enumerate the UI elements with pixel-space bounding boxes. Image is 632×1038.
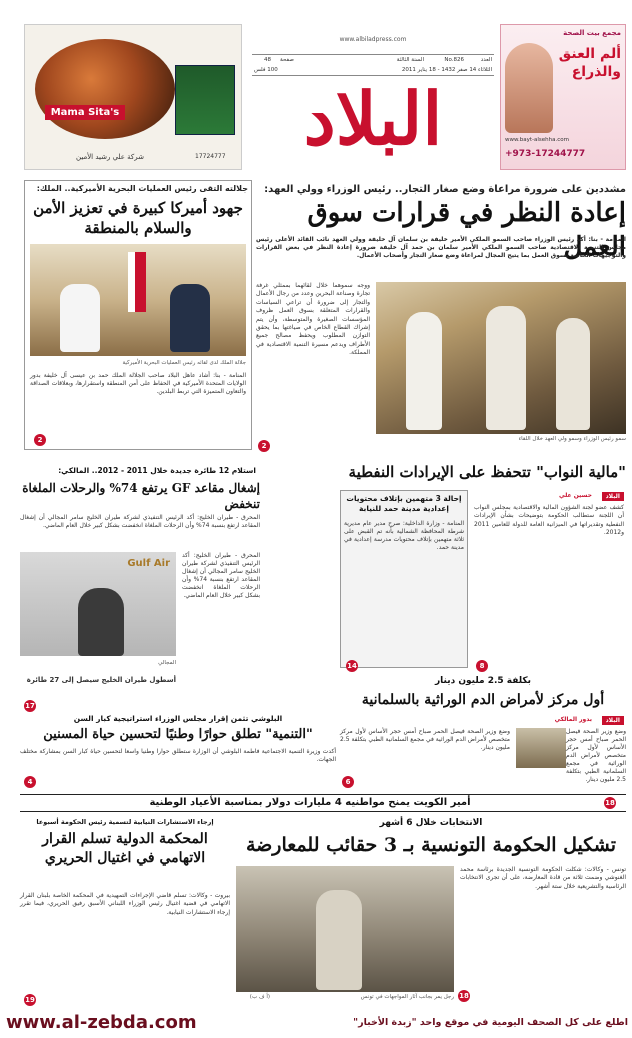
oil-story-badge: البلاد	[602, 492, 624, 501]
food-image	[35, 39, 175, 139]
watermark-site[interactable]: www.al-zebda.com	[6, 1012, 197, 1033]
tanmiya-body: أكدت وزيرة التنمية الاجتماعية فاطمة البلوشي أن الوزارة ستطلق حوارا وطنيا واسعا لتحسين حياة كبار السن بمشاركة مختلف الجهات.	[20, 748, 336, 763]
kuwait-banner-text[interactable]: أمير الكويت يمنح مواطنيه 4 مليارات دولار بمناسبة الأعياد الوطنية	[149, 797, 471, 808]
right-advertisement[interactable]	[500, 24, 626, 170]
gulf-air-headline[interactable]: إشغال مقاعد GF يرتفع 74% والرحلات الملغاة تنخفض	[22, 481, 260, 511]
masthead-info-strip	[252, 54, 494, 76]
tanmiya-kicker[interactable]: البلوشي تثمن إقرار مجلس الوزراء استراتيجية كبار السن	[73, 714, 283, 723]
schools-body: المنامة - وزارة الداخلية: صرح مدير عام مديرية شرطة المحافظة الشمالية بأنه تم القبض على ثلاثة متهمين بإتلاف محتويات مدرسة إعدادية في مدينة حمد.	[344, 520, 464, 551]
issue-number: No.826	[444, 57, 464, 63]
lead-story-photo	[376, 282, 626, 434]
gulf-air-page-ref[interactable]: 17	[25, 702, 35, 710]
schools-page-ref[interactable]: 14	[347, 662, 357, 670]
person-figure	[556, 318, 590, 430]
lead-photo-caption: سمو رئيس الوزراء وسمو ولي العهد خلال اللقاء	[518, 436, 626, 442]
left-ad-phone: 17724777	[195, 153, 226, 160]
blood-center-page-ref[interactable]: 6	[342, 776, 354, 788]
website-url[interactable]: www.albiladpress.com	[339, 36, 407, 43]
blood-center-kicker[interactable]: بكلفة 2.5 مليون دينار	[434, 676, 532, 686]
oil-story-byline: حسين علي	[559, 492, 592, 499]
tanmiya-page-ref[interactable]: 4	[24, 776, 36, 788]
person-figure	[78, 588, 124, 656]
lead-story-headline[interactable]: إعادة النظر في قرارات سوق العمل	[307, 198, 626, 262]
us-story-headline[interactable]: جهود أميركا كبيرة في تعزيز الأمن والسلام بالمنطقة	[33, 199, 243, 237]
us-story-page-ref[interactable]: 2	[34, 434, 46, 446]
schools-headline[interactable]: إحالة 3 متهمين بإتلاف محتويات إعدادية مدينة حمد للنيابة	[346, 494, 462, 513]
blood-center-badge: البلاد	[602, 716, 624, 725]
person-figure	[170, 284, 210, 352]
tunisia-body: تونس - وكالات: شكلت الحكومة التونسية الجديدة برئاسة محمد الغنوشي وضمت ثلاثة من قادة المعارضة، على أن تجرى الانتخابات الرئاسية والتشريعية خلال ستة أشهر.	[460, 866, 626, 890]
model-image	[505, 43, 553, 133]
hariri-kicker[interactable]: إرجاء الاستشارات النيابية لتسمية رئيس الحكومة أسبوعا	[36, 818, 214, 826]
blood-center-photo	[516, 728, 566, 768]
gulf-air-body-col: المحرق - طيران الخليج: أكد الرئيس التنفيذي لشركة طيران الخليج سامر المجالي أن إشغال المقاعد ارتفع بنسبة 74% وأن الرحلات الملغاة انخفضت بشكل كبير خلال العام الماضي.	[182, 552, 260, 599]
right-ad-title: ألم العنق والذراع	[558, 46, 621, 80]
gulf-air-body: المحرق - طيران الخليج: أكد الرئيس التنفيذي لشركة طيران الخليج سامر المجالي أن إشغال المقاعد ارتفع بنسبة 74% وأن الرحلات الملغاة انخفضت بشكل كبير خلال العام الماضي.	[20, 514, 260, 529]
blood-center-body: وضع وزير الصحة فيصل الحمر صباح أمس حجر الأساس لأول مركز متخصص لأمراض الدم الوراثية في مجمع السلمانية الطبي بتكلفة 2.5 مليون دينار.	[566, 728, 626, 783]
gulf-air-kicker[interactable]: استلام 12 طائرة جديدة خلال 2011 - 2012.. المالكي:	[58, 466, 256, 475]
person-figure	[60, 284, 100, 352]
hariri-page-ref[interactable]: 19	[25, 996, 35, 1004]
logo-block	[252, 30, 494, 170]
person-figure	[316, 890, 362, 990]
person-figure	[486, 306, 526, 430]
tunisia-photo-caption: رجل يمر بجانب آثار المواجهات في تونس	[360, 994, 454, 1000]
gulf-air-brand: Gulf Air	[127, 558, 170, 569]
us-photo-caption: جلالة الملك لدى لقائه رئيس العمليات البحرية الأميركية	[122, 360, 246, 366]
flag-image	[128, 252, 146, 312]
us-story-body: المنامة - بنا: أشاد عاهل البلاد صاحب الجلالة الملك حمد بن عيسى آل خليفة بدور الولايات المتحدة الأميركية في الحفاظ على أمن المنطقة واستقرارها، وبعلاقات الصداقة والتعاون المتميزة التي تربط البلدين.	[30, 372, 246, 395]
gulf-air-col-text: أسطول طيران الخليج سيصل إلى 27 طائرة	[26, 676, 176, 684]
lead-story-lede: المنامة - بنا: أكد رئيس الوزراء صاحب السمو الملكي الأمير خليفة بن سلمان آل خليفة وولي العهد نائب القائد الأعلى رئيس مجلس التنمية الاقتصادية صاحب السمو الملكي الأمير سلمان بن حمد آل خليفة ضرورة إعادة النظر في بعض القرارات والتوجيهات الخاصة بسوق العمل بما يتيح المجال لمراعاة وضع صغار التجار وأصحاب الأعمال.	[256, 236, 626, 259]
product-pack-image	[175, 65, 235, 135]
hariri-body: بيروت - وكالات: تسلم قاضي الإجراءات التمهيدية في المحكمة الخاصة بلبنان القرار الاتهامي في قضية اغتيال رئيس الوزراء اللبناني الأسبق رفيق الحريري، فيما تقرر إرجاء الاستشارات النيابية.	[20, 892, 230, 916]
pages-count: 48	[264, 57, 271, 63]
tanmiya-headline[interactable]: "التنمية" تطلق حوارًا وطنيًا لتحسين حياة المسنين	[43, 727, 313, 742]
person-figure	[406, 312, 442, 430]
oil-story-page-ref[interactable]: 8	[476, 660, 488, 672]
oil-story-headline[interactable]: "مالية النواب" تتحفظ على الإيرادات النفطية	[348, 463, 626, 481]
us-story-kicker[interactable]: جلالته التقى رئيس العمليات البحرية الأميركية.. الملك:	[36, 184, 248, 193]
tunisia-page-ref[interactable]: 18	[459, 992, 469, 1000]
hariri-headline[interactable]: المحكمة الدولية تسلم القرار الاتهامي في اغتيال الحريري	[42, 831, 208, 866]
tunisia-photo-credit: (أ ف ب)	[249, 994, 270, 1000]
left-ad-brand: Mama Sita's	[45, 105, 125, 120]
issue-price: 100 فلس	[254, 67, 278, 73]
oil-story-body: كشف عضو لجنة الشؤون المالية والاقتصادية بمجلس النواب أن اللجنة ستطالب الحكومة بتوضيحات بشأن الإيرادات النفطية وتقديراتها في الميزانية العامة للدولة للعامين 2011 و2012.	[474, 504, 624, 537]
right-ad-site: www.bayt-alsehha.com	[505, 137, 569, 143]
blood-center-headline[interactable]: أول مركز لأمراض الدم الوراثية بالسلمانية	[361, 692, 605, 708]
right-ad-subtitle: مجمع بيت الصحة	[563, 29, 621, 37]
tunisia-headline[interactable]: تشكيل الحكومة التونسية بـ 3 حقائب للمعارضة	[245, 834, 617, 856]
pages-label: صفحة	[280, 57, 294, 63]
right-ad-phone: +973-17244777	[505, 149, 586, 159]
lead-story-kicker[interactable]: مشددين على ضرورة مراعاة وضع صغار التجار.. رئيس الوزراء وولي العهد:	[264, 184, 626, 195]
issue-date: الثلاثاء 14 صفر 1432 - 18 يناير 2011	[401, 67, 492, 73]
watermark-tagline: اطلع على كل الصحف اليومية في موقع واحد "زبدة الأخبار"	[353, 1017, 628, 1028]
issue-label: العدد	[480, 57, 492, 63]
edition-label: السنة الثالثة	[396, 57, 424, 63]
us-story-photo	[30, 244, 246, 356]
left-advertisement[interactable]	[24, 24, 242, 170]
lead-story-page-ref[interactable]: 2	[258, 440, 270, 452]
lead-story-body: ووجه سموهما خلال لقائهما بممثلي غرفة تجارة وصناعة البحرين وعدد من رجال الأعمال والتجار إلى ضرورة أن تراعي السياسات والقرارات المتعلقة بسوق العمل ظروف المؤسسات الصغيرة والمتوسطة، وأن يتم إشراك القطاع الخاص في صياغتها بما يحقق التوازن المطلوب ويحفظ مصالح جميع الأطراف ويدعم مسيرة التنمية الاقتصادية في المملكة.	[256, 282, 370, 357]
kuwait-page-ref[interactable]: 18	[605, 799, 615, 807]
blood-center-body-col: وضع وزير الصحة فيصل الحمر صباح أمس حجر الأساس لأول مركز متخصص لأمراض الدم الوراثية في مجمع السلمانية الطبي بتكلفة 2.5 مليون دينار.	[340, 728, 510, 751]
tunisia-kicker[interactable]: الانتخابات خلال 6 أشهر	[379, 818, 483, 828]
left-ad-caption: شركة علي رشيد الأمين	[76, 153, 144, 161]
gulf-air-photo	[20, 552, 176, 656]
tunisia-photo	[236, 866, 454, 992]
newspaper-logo[interactable]: البلاد	[303, 76, 443, 161]
blood-center-byline: بدور المالكي	[554, 716, 592, 723]
gulf-air-photo-caption: المجالي	[158, 660, 176, 666]
masthead	[0, 0, 632, 170]
